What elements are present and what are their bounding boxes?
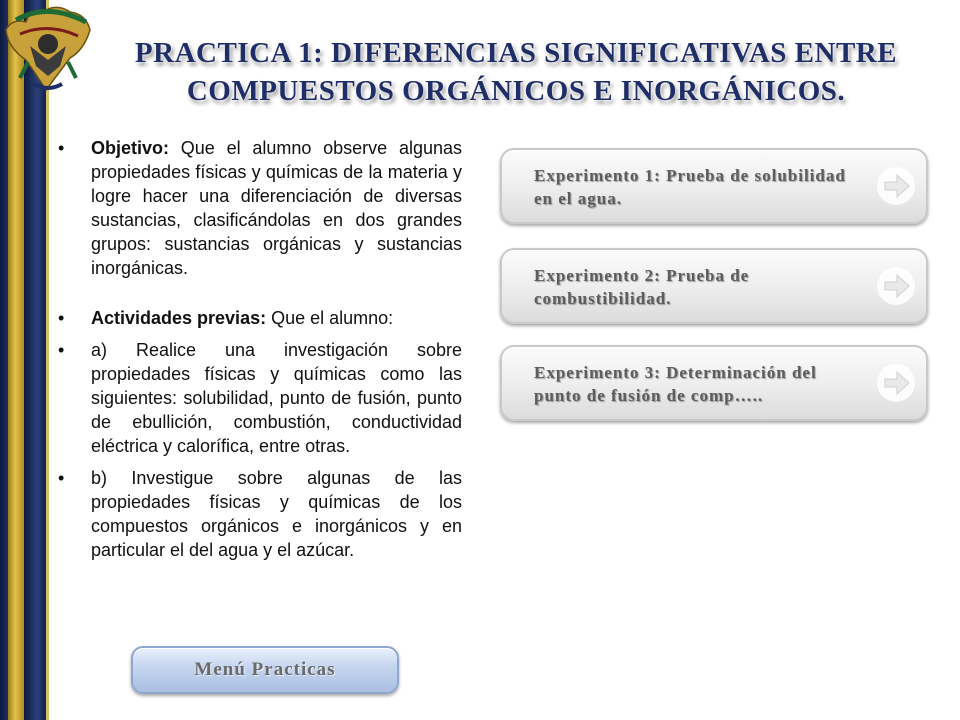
experiment-3-button[interactable] xyxy=(500,345,928,421)
menu-practicas-label: Menú Practicas xyxy=(194,659,336,680)
arrow-right-icon xyxy=(876,166,916,206)
list-item-a xyxy=(58,338,462,458)
list-item-b xyxy=(58,466,462,562)
objective-text: Que el alumno observe algunas propiedades físicas y químicas de la materia y logre hacer una diferenciación de diversas sustancias, clasificándolas en dos grandes grupos: sustancias orgánicas y sustancias inorgánicas. xyxy=(91,138,462,278)
arrow-right-icon xyxy=(876,266,916,306)
left-navy-bar xyxy=(0,0,8,720)
objective-label: Objetivo: xyxy=(91,138,170,158)
item-a-text: a) Realice una investigación sobre propiedades físicas y químicas como las siguientes: solubilidad, punto de fusión, punto de ebullición, combustión, conductividad eléctrica y calorífica, entre otras. xyxy=(91,340,462,456)
left-edge-line xyxy=(46,0,49,720)
arrow-right-icon xyxy=(876,363,916,403)
experiment-2-button[interactable] xyxy=(500,248,928,324)
list-item-previous xyxy=(58,306,462,330)
bullet-icon: • xyxy=(58,340,65,360)
previous-activities-label: Actividades previas: xyxy=(91,308,267,328)
title-line-2: COMPUESTOS ORGÁNICOS E INORGÁNICOS. xyxy=(186,75,846,107)
page-title xyxy=(96,34,936,110)
university-crest-icon xyxy=(0,0,100,104)
experiment-2-label: Experimento 2: Prueba de combustibilidad. xyxy=(534,266,750,308)
left-gold-bar xyxy=(8,0,24,720)
title-line-1: PRACTICA 1: DIFERENCIAS SIGNIFICATIVAS ENTRE xyxy=(134,37,898,69)
experiment-1-button[interactable] xyxy=(500,148,928,224)
bullet-icon: • xyxy=(58,308,65,328)
left-navy-inner-bar xyxy=(24,0,46,720)
list-item-objective xyxy=(58,136,462,280)
previous-activities-text: Que el alumno: xyxy=(266,308,394,328)
experiment-1-label: Experimento 1: Prueba de solubilidad en el agua. xyxy=(534,166,846,208)
bullet-icon: • xyxy=(58,138,65,158)
content-body xyxy=(58,136,462,562)
menu-practicas-button[interactable] xyxy=(131,646,399,694)
item-b-text: b) Investigue sobre algunas de las propiedades físicas y químicas de los compuestos orgánicos e inorgánicos y en particular el del agua y el azúcar. xyxy=(91,468,462,560)
experiment-3-label: Experimento 3: Determinación del punto de fusión de comp….. xyxy=(534,363,817,405)
bullet-icon: • xyxy=(58,468,65,488)
